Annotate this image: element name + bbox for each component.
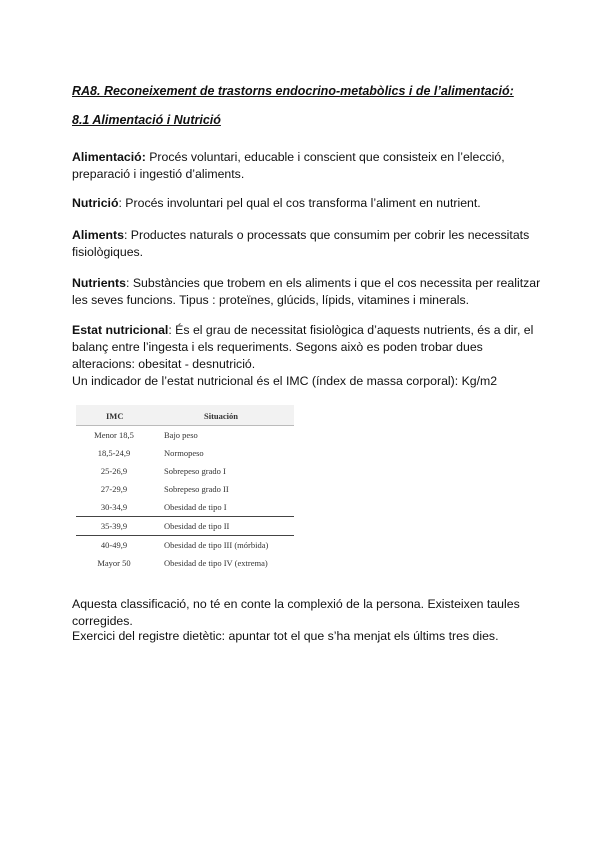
section-heading: RA8. Reconeixement de trastorns endocrino-metabòlics i de l’alimentació: [72,84,514,98]
imc-cell: Mayor 50 [97,558,131,568]
definition-term: Alimentació: [72,150,146,164]
imc-cell: 27-29,9 [100,484,128,494]
imc-cell: Menor 18,5 [94,430,134,440]
table-row [76,518,294,536]
situacion-cell: Obesidad de tipo IV (extrema) [164,558,268,568]
situacion-cell: Obesidad de tipo III (mórbida) [164,540,269,550]
definition-text: : Substàncies que trobem en els aliments i que el cos necessita per realitzar les seves funcions. Tipus : proteïnes, glúcids, lípids, vitamines i minerals. [72,276,541,307]
imc-cell: 40-49,9 [100,540,128,550]
situacion-cell: Sobrepeso grado I [164,466,226,476]
table-row [76,499,294,517]
definition-text: : És el grau de necessitat fisiològica d’aquests nutrients, és a dir, el balanç entre l’ingesta i els requeriments. Segons això es poden trobar dues alteracions: obesitat - desnutrició. [72,323,534,371]
imc-table [76,405,294,572]
imc-indicator-line: Un indicador de l’estat nutricional és el IMC (índex de massa corporal): Kg/m2 [72,374,498,388]
definition-alimentacio [72,149,542,183]
situacion-cell: Obesidad de tipo II [164,521,230,531]
column-header-situacion: Situación [204,411,239,421]
situacion-cell: Sobrepeso grado II [164,484,229,494]
definition-text: : Procés involuntari pel qual el cos transforma l’aliment en nutrient. [118,196,481,210]
definition-term: Nutrició [72,196,119,210]
table-row [76,463,294,481]
definition-term: Nutrients [72,276,126,290]
situacion-cell: Normopeso [164,448,204,458]
situacion-cell: Bajo peso [164,430,198,440]
definition-text: Procés voluntari, educable i conscient que consisteix en l’elecció, preparació i ingestió d’aliments. [72,150,505,181]
table-row [76,481,294,499]
definition-term: Aliments [72,228,124,242]
definition-estat-nutricional [72,322,542,373]
definition-aliments [72,227,542,261]
imc-cell: 25-26,9 [100,466,128,476]
imc-cell: 35-39,9 [100,521,128,531]
table-row [76,445,294,463]
imc-cell: 30-34,9 [100,502,128,512]
table-row [76,427,294,445]
table-divider [76,516,294,517]
definition-term: Estat nutricional [72,323,169,337]
definition-nutricio [72,195,542,212]
column-header-imc: IMC [106,411,124,421]
classification-note: Aquesta classificació, no té en conte la complexió de la persona. Existeixen taules corregides. [72,597,520,628]
exercise-note: Exercici del registre dietètic: apuntar tot el que s’ha menjat els últims tres dies. [72,629,499,643]
subsection-heading: 8.1 Alimentació i Nutrició [72,113,221,127]
table-divider [76,535,294,536]
table-row [76,537,294,555]
situacion-cell: Obesidad de tipo I [164,502,227,512]
imc-cell: 18,5-24,9 [97,448,131,458]
table-row [76,555,294,573]
definition-nutrients [72,275,542,309]
table-header [76,405,294,426]
definition-text: : Productes naturals o processats que consumim per cobrir les necessitats fisiològiques. [72,228,530,259]
